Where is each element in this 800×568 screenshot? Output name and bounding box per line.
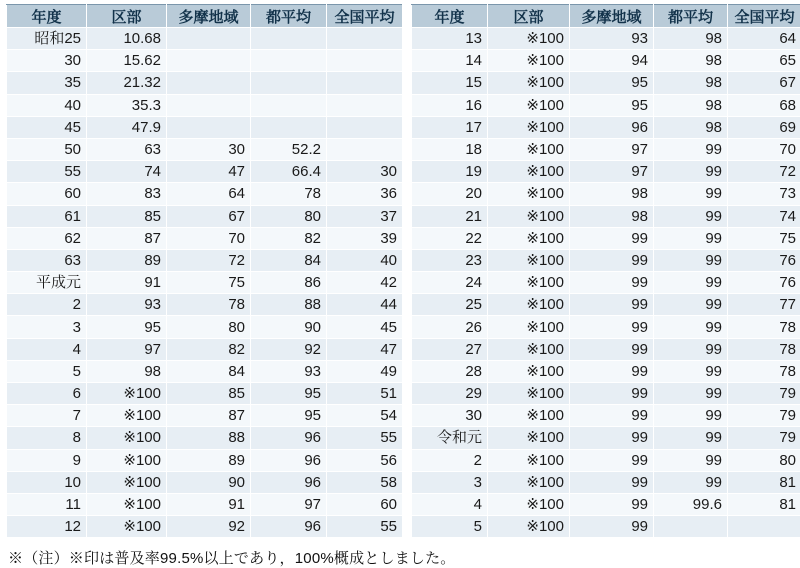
table-row bbox=[7, 272, 403, 294]
cell-year: 7 bbox=[7, 405, 87, 427]
cell-national-average: 68 bbox=[728, 94, 800, 116]
table-row bbox=[7, 183, 403, 205]
cell-tama: 80 bbox=[167, 316, 251, 338]
table-row bbox=[412, 427, 800, 449]
cell-tama: 99 bbox=[570, 427, 654, 449]
cell-ku: 95 bbox=[87, 316, 167, 338]
cell-year: 30 bbox=[412, 405, 488, 427]
cell-national-average: 67 bbox=[728, 72, 800, 94]
cell-tama: 82 bbox=[167, 338, 251, 360]
table-row bbox=[7, 338, 403, 360]
cell-tama: 99 bbox=[570, 360, 654, 382]
cell-national-average: 76 bbox=[728, 249, 800, 271]
cell-year: 5 bbox=[412, 516, 488, 538]
cell-national-average: 40 bbox=[327, 249, 403, 271]
cell-ku: ※100 bbox=[488, 249, 570, 271]
cell-year: 4 bbox=[412, 493, 488, 515]
cell-national-average: 76 bbox=[728, 272, 800, 294]
cell-tama: 30 bbox=[167, 138, 251, 160]
cell-ku: ※100 bbox=[488, 227, 570, 249]
cell-national-average: 77 bbox=[728, 294, 800, 316]
cell-national-average: 81 bbox=[728, 471, 800, 493]
cell-national-average: 37 bbox=[327, 205, 403, 227]
table-row bbox=[412, 294, 800, 316]
cell-national-average: 45 bbox=[327, 316, 403, 338]
table-row bbox=[7, 50, 403, 72]
cell-to-average: 98 bbox=[654, 116, 728, 138]
column-header-ku: 区部 bbox=[488, 5, 570, 28]
column-header-year: 年度 bbox=[412, 5, 488, 28]
cell-tama: 99 bbox=[570, 383, 654, 405]
cell-ku: 15.62 bbox=[87, 50, 167, 72]
cell-to-average: 78 bbox=[251, 183, 327, 205]
cell-tama: 75 bbox=[167, 272, 251, 294]
cell-ku: ※100 bbox=[488, 138, 570, 160]
cell-to-average bbox=[251, 72, 327, 94]
cell-year: 19 bbox=[412, 161, 488, 183]
cell-national-average: 75 bbox=[728, 227, 800, 249]
cell-national-average: 69 bbox=[728, 116, 800, 138]
cell-tama: 70 bbox=[167, 227, 251, 249]
cell-year: 20 bbox=[412, 183, 488, 205]
cell-national-average bbox=[327, 116, 403, 138]
table-body-right bbox=[412, 28, 800, 538]
cell-year: 63 bbox=[7, 249, 87, 271]
table-row bbox=[412, 449, 800, 471]
cell-ku: 97 bbox=[87, 338, 167, 360]
table-row bbox=[412, 72, 800, 94]
cell-tama: 87 bbox=[167, 405, 251, 427]
cell-to-average bbox=[251, 116, 327, 138]
cell-national-average: 81 bbox=[728, 493, 800, 515]
cell-ku: 35.3 bbox=[87, 94, 167, 116]
cell-to-average: 99 bbox=[654, 294, 728, 316]
cell-ku: ※100 bbox=[87, 383, 167, 405]
cell-to-average: 99 bbox=[654, 183, 728, 205]
cell-ku: ※100 bbox=[87, 427, 167, 449]
cell-year: 23 bbox=[412, 249, 488, 271]
table-row bbox=[7, 227, 403, 249]
cell-national-average: 54 bbox=[327, 405, 403, 427]
cell-to-average: 99 bbox=[654, 249, 728, 271]
cell-year: 30 bbox=[7, 50, 87, 72]
cell-year: 21 bbox=[412, 205, 488, 227]
cell-to-average: 98 bbox=[654, 28, 728, 50]
table-footnote: ※（注）※印は普及率99.5%以上であり，100%概成としました。 bbox=[8, 547, 794, 568]
cell-national-average bbox=[327, 138, 403, 160]
cell-ku: ※100 bbox=[488, 316, 570, 338]
table-row bbox=[412, 28, 800, 50]
cell-ku: ※100 bbox=[488, 516, 570, 538]
cell-to-average: 99 bbox=[654, 272, 728, 294]
cell-year: 50 bbox=[7, 138, 87, 160]
cell-national-average: 47 bbox=[327, 338, 403, 360]
cell-tama: 97 bbox=[570, 138, 654, 160]
cell-year: 6 bbox=[7, 383, 87, 405]
cell-ku: ※100 bbox=[488, 161, 570, 183]
table-row bbox=[7, 316, 403, 338]
cell-to-average: 98 bbox=[654, 50, 728, 72]
cell-tama: 64 bbox=[167, 183, 251, 205]
cell-to-average: 99 bbox=[654, 449, 728, 471]
cell-ku: ※100 bbox=[87, 449, 167, 471]
cell-year: 26 bbox=[412, 316, 488, 338]
cell-ku: ※100 bbox=[488, 72, 570, 94]
cell-tama: 99 bbox=[570, 227, 654, 249]
cell-year: 62 bbox=[7, 227, 87, 249]
cell-to-average: 86 bbox=[251, 272, 327, 294]
cell-national-average: 74 bbox=[728, 205, 800, 227]
cell-ku: ※100 bbox=[87, 471, 167, 493]
cell-tama: 99 bbox=[570, 471, 654, 493]
table-row bbox=[412, 338, 800, 360]
cell-to-average bbox=[251, 94, 327, 116]
table-row bbox=[412, 272, 800, 294]
column-header-ku: 区部 bbox=[87, 5, 167, 28]
cell-to-average: 96 bbox=[251, 516, 327, 538]
cell-tama: 99 bbox=[570, 249, 654, 271]
cell-tama: 84 bbox=[167, 360, 251, 382]
cell-tama: 98 bbox=[570, 205, 654, 227]
cell-ku: ※100 bbox=[87, 516, 167, 538]
cell-to-average: 93 bbox=[251, 360, 327, 382]
cell-to-average bbox=[654, 516, 728, 538]
cell-tama: 99 bbox=[570, 405, 654, 427]
cell-national-average: 64 bbox=[728, 28, 800, 50]
cell-ku: ※100 bbox=[488, 94, 570, 116]
cell-ku: ※100 bbox=[488, 294, 570, 316]
cell-tama: 96 bbox=[570, 116, 654, 138]
cell-year: 28 bbox=[412, 360, 488, 382]
cell-tama bbox=[167, 28, 251, 50]
cell-tama: 85 bbox=[167, 383, 251, 405]
cell-national-average: 56 bbox=[327, 449, 403, 471]
cell-national-average bbox=[327, 94, 403, 116]
cell-to-average: 92 bbox=[251, 338, 327, 360]
cell-tama: 92 bbox=[167, 516, 251, 538]
cell-national-average: 79 bbox=[728, 383, 800, 405]
cell-ku: ※100 bbox=[87, 493, 167, 515]
table-row bbox=[412, 227, 800, 249]
cell-year: 27 bbox=[412, 338, 488, 360]
table-row bbox=[412, 161, 800, 183]
cell-ku: 21.32 bbox=[87, 72, 167, 94]
cell-tama: 72 bbox=[167, 249, 251, 271]
table-row bbox=[412, 94, 800, 116]
cell-ku: 47.9 bbox=[87, 116, 167, 138]
cell-ku: ※100 bbox=[488, 28, 570, 50]
cell-to-average: 99 bbox=[654, 383, 728, 405]
cell-to-average: 99 bbox=[654, 227, 728, 249]
cell-tama: 88 bbox=[167, 427, 251, 449]
cell-tama bbox=[167, 50, 251, 72]
cell-to-average: 98 bbox=[654, 72, 728, 94]
cell-to-average bbox=[251, 50, 327, 72]
cell-tama: 47 bbox=[167, 161, 251, 183]
cell-to-average: 99.6 bbox=[654, 493, 728, 515]
cell-year: 29 bbox=[412, 383, 488, 405]
cell-to-average: 66.4 bbox=[251, 161, 327, 183]
cell-ku: ※100 bbox=[488, 449, 570, 471]
tables-container bbox=[6, 4, 794, 538]
cell-tama: 78 bbox=[167, 294, 251, 316]
table-row bbox=[7, 249, 403, 271]
table-row bbox=[7, 493, 403, 515]
cell-national-average: 72 bbox=[728, 161, 800, 183]
cell-year: 8 bbox=[7, 427, 87, 449]
cell-national-average: 80 bbox=[728, 449, 800, 471]
cell-ku: ※100 bbox=[488, 493, 570, 515]
cell-tama: 99 bbox=[570, 272, 654, 294]
cell-tama: 99 bbox=[570, 338, 654, 360]
cell-national-average: 44 bbox=[327, 294, 403, 316]
cell-to-average: 99 bbox=[654, 427, 728, 449]
cell-national-average: 70 bbox=[728, 138, 800, 160]
cell-national-average: 79 bbox=[728, 405, 800, 427]
table-row bbox=[412, 249, 800, 271]
cell-tama: 98 bbox=[570, 183, 654, 205]
cell-year: 令和元 bbox=[412, 427, 488, 449]
cell-tama bbox=[167, 116, 251, 138]
cell-to-average: 99 bbox=[654, 471, 728, 493]
cell-to-average: 98 bbox=[654, 94, 728, 116]
cell-ku: ※100 bbox=[488, 338, 570, 360]
cell-ku: ※100 bbox=[488, 383, 570, 405]
table-row bbox=[7, 449, 403, 471]
table-row bbox=[7, 405, 403, 427]
column-header-to-average: 都平均 bbox=[654, 5, 728, 28]
cell-national-average: 36 bbox=[327, 183, 403, 205]
table-row bbox=[7, 161, 403, 183]
cell-national-average: 58 bbox=[327, 471, 403, 493]
cell-ku: ※100 bbox=[488, 471, 570, 493]
cell-year: 14 bbox=[412, 50, 488, 72]
column-header-to-average: 都平均 bbox=[251, 5, 327, 28]
cell-tama: 95 bbox=[570, 94, 654, 116]
table-row bbox=[7, 94, 403, 116]
table-header-row bbox=[7, 5, 403, 28]
table-row bbox=[412, 471, 800, 493]
cell-year: 2 bbox=[412, 449, 488, 471]
cell-tama: 99 bbox=[570, 493, 654, 515]
table-header-row bbox=[412, 5, 800, 28]
table-row bbox=[7, 28, 403, 50]
cell-national-average: 39 bbox=[327, 227, 403, 249]
cell-ku: 89 bbox=[87, 249, 167, 271]
cell-to-average: 99 bbox=[654, 205, 728, 227]
cell-tama bbox=[167, 94, 251, 116]
cell-to-average: 90 bbox=[251, 316, 327, 338]
cell-ku: 63 bbox=[87, 138, 167, 160]
table-row bbox=[7, 360, 403, 382]
cell-to-average: 95 bbox=[251, 383, 327, 405]
cell-ku: ※100 bbox=[488, 183, 570, 205]
cell-ku: ※100 bbox=[488, 360, 570, 382]
cell-ku: 98 bbox=[87, 360, 167, 382]
column-header-national-average: 全国平均 bbox=[728, 5, 800, 28]
cell-year: 3 bbox=[7, 316, 87, 338]
cell-ku: 91 bbox=[87, 272, 167, 294]
cell-year: 55 bbox=[7, 161, 87, 183]
cell-tama: 90 bbox=[167, 471, 251, 493]
cell-year: 11 bbox=[7, 493, 87, 515]
cell-tama: 67 bbox=[167, 205, 251, 227]
cell-to-average: 52.2 bbox=[251, 138, 327, 160]
cell-to-average: 99 bbox=[654, 360, 728, 382]
cell-tama: 99 bbox=[570, 516, 654, 538]
cell-national-average: 51 bbox=[327, 383, 403, 405]
cell-to-average: 88 bbox=[251, 294, 327, 316]
cell-to-average: 96 bbox=[251, 449, 327, 471]
table-row bbox=[7, 205, 403, 227]
cell-year: 13 bbox=[412, 28, 488, 50]
cell-tama: 95 bbox=[570, 72, 654, 94]
cell-year: 61 bbox=[7, 205, 87, 227]
cell-ku: ※100 bbox=[488, 272, 570, 294]
table-row bbox=[7, 294, 403, 316]
table-row bbox=[412, 138, 800, 160]
table-row bbox=[412, 316, 800, 338]
diffusion-rate-table-right bbox=[411, 4, 800, 538]
cell-tama: 99 bbox=[570, 449, 654, 471]
cell-ku: 87 bbox=[87, 227, 167, 249]
table-row bbox=[412, 50, 800, 72]
cell-national-average: 30 bbox=[327, 161, 403, 183]
cell-ku: ※100 bbox=[488, 405, 570, 427]
table-row bbox=[7, 72, 403, 94]
cell-year: 22 bbox=[412, 227, 488, 249]
cell-to-average: 84 bbox=[251, 249, 327, 271]
table-row bbox=[412, 493, 800, 515]
cell-national-average: 42 bbox=[327, 272, 403, 294]
cell-to-average: 82 bbox=[251, 227, 327, 249]
table-row bbox=[7, 383, 403, 405]
cell-year: 17 bbox=[412, 116, 488, 138]
cell-year: 24 bbox=[412, 272, 488, 294]
cell-ku: ※100 bbox=[488, 50, 570, 72]
cell-to-average bbox=[251, 28, 327, 50]
cell-national-average: 78 bbox=[728, 338, 800, 360]
cell-year: 3 bbox=[412, 471, 488, 493]
cell-ku: 74 bbox=[87, 161, 167, 183]
cell-ku: ※100 bbox=[488, 116, 570, 138]
cell-to-average: 96 bbox=[251, 427, 327, 449]
cell-ku: ※100 bbox=[87, 405, 167, 427]
cell-national-average: 73 bbox=[728, 183, 800, 205]
table-row bbox=[7, 138, 403, 160]
diffusion-rate-table-left bbox=[6, 4, 403, 538]
cell-to-average: 95 bbox=[251, 405, 327, 427]
cell-national-average bbox=[327, 72, 403, 94]
cell-year: 10 bbox=[7, 471, 87, 493]
cell-to-average: 99 bbox=[654, 338, 728, 360]
table-row bbox=[7, 471, 403, 493]
column-header-tama: 多摩地域 bbox=[570, 5, 654, 28]
cell-to-average: 99 bbox=[654, 138, 728, 160]
cell-year: 25 bbox=[412, 294, 488, 316]
cell-to-average: 99 bbox=[654, 161, 728, 183]
cell-year: 4 bbox=[7, 338, 87, 360]
cell-ku: 10.68 bbox=[87, 28, 167, 50]
table-row bbox=[7, 516, 403, 538]
cell-year: 45 bbox=[7, 116, 87, 138]
cell-national-average: 78 bbox=[728, 360, 800, 382]
cell-tama: 97 bbox=[570, 161, 654, 183]
cell-tama: 99 bbox=[570, 294, 654, 316]
cell-year: 16 bbox=[412, 94, 488, 116]
cell-year: 9 bbox=[7, 449, 87, 471]
cell-year: 2 bbox=[7, 294, 87, 316]
cell-ku: 85 bbox=[87, 205, 167, 227]
table-row bbox=[412, 516, 800, 538]
cell-ku: ※100 bbox=[488, 205, 570, 227]
cell-national-average: 49 bbox=[327, 360, 403, 382]
cell-to-average: 97 bbox=[251, 493, 327, 515]
column-header-tama: 多摩地域 bbox=[167, 5, 251, 28]
cell-year: 12 bbox=[7, 516, 87, 538]
cell-year: 40 bbox=[7, 94, 87, 116]
cell-tama: 94 bbox=[570, 50, 654, 72]
cell-year: 18 bbox=[412, 138, 488, 160]
cell-national-average: 78 bbox=[728, 316, 800, 338]
table-row bbox=[412, 405, 800, 427]
table-row bbox=[412, 116, 800, 138]
table-row bbox=[7, 427, 403, 449]
cell-year: 昭和25 bbox=[7, 28, 87, 50]
table-body-left bbox=[7, 28, 403, 538]
table-row bbox=[412, 183, 800, 205]
cell-year: 15 bbox=[412, 72, 488, 94]
cell-ku: 83 bbox=[87, 183, 167, 205]
cell-national-average bbox=[327, 50, 403, 72]
cell-year: 5 bbox=[7, 360, 87, 382]
cell-tama: 89 bbox=[167, 449, 251, 471]
cell-to-average: 99 bbox=[654, 405, 728, 427]
cell-year: 60 bbox=[7, 183, 87, 205]
table-row bbox=[7, 116, 403, 138]
cell-to-average: 99 bbox=[654, 316, 728, 338]
table-row bbox=[412, 205, 800, 227]
cell-national-average bbox=[728, 516, 800, 538]
table-row bbox=[412, 360, 800, 382]
cell-national-average: 79 bbox=[728, 427, 800, 449]
cell-national-average: 55 bbox=[327, 516, 403, 538]
cell-tama: 99 bbox=[570, 316, 654, 338]
cell-national-average: 60 bbox=[327, 493, 403, 515]
cell-national-average: 65 bbox=[728, 50, 800, 72]
cell-year: 35 bbox=[7, 72, 87, 94]
cell-to-average: 80 bbox=[251, 205, 327, 227]
cell-to-average: 96 bbox=[251, 471, 327, 493]
cell-ku: ※100 bbox=[488, 427, 570, 449]
cell-national-average: 55 bbox=[327, 427, 403, 449]
cell-national-average bbox=[327, 28, 403, 50]
column-header-year: 年度 bbox=[7, 5, 87, 28]
cell-ku: 93 bbox=[87, 294, 167, 316]
cell-year: 平成元 bbox=[7, 272, 87, 294]
cell-tama: 93 bbox=[570, 28, 654, 50]
cell-tama: 91 bbox=[167, 493, 251, 515]
table-row bbox=[412, 383, 800, 405]
cell-tama bbox=[167, 72, 251, 94]
column-header-national-average: 全国平均 bbox=[327, 5, 403, 28]
